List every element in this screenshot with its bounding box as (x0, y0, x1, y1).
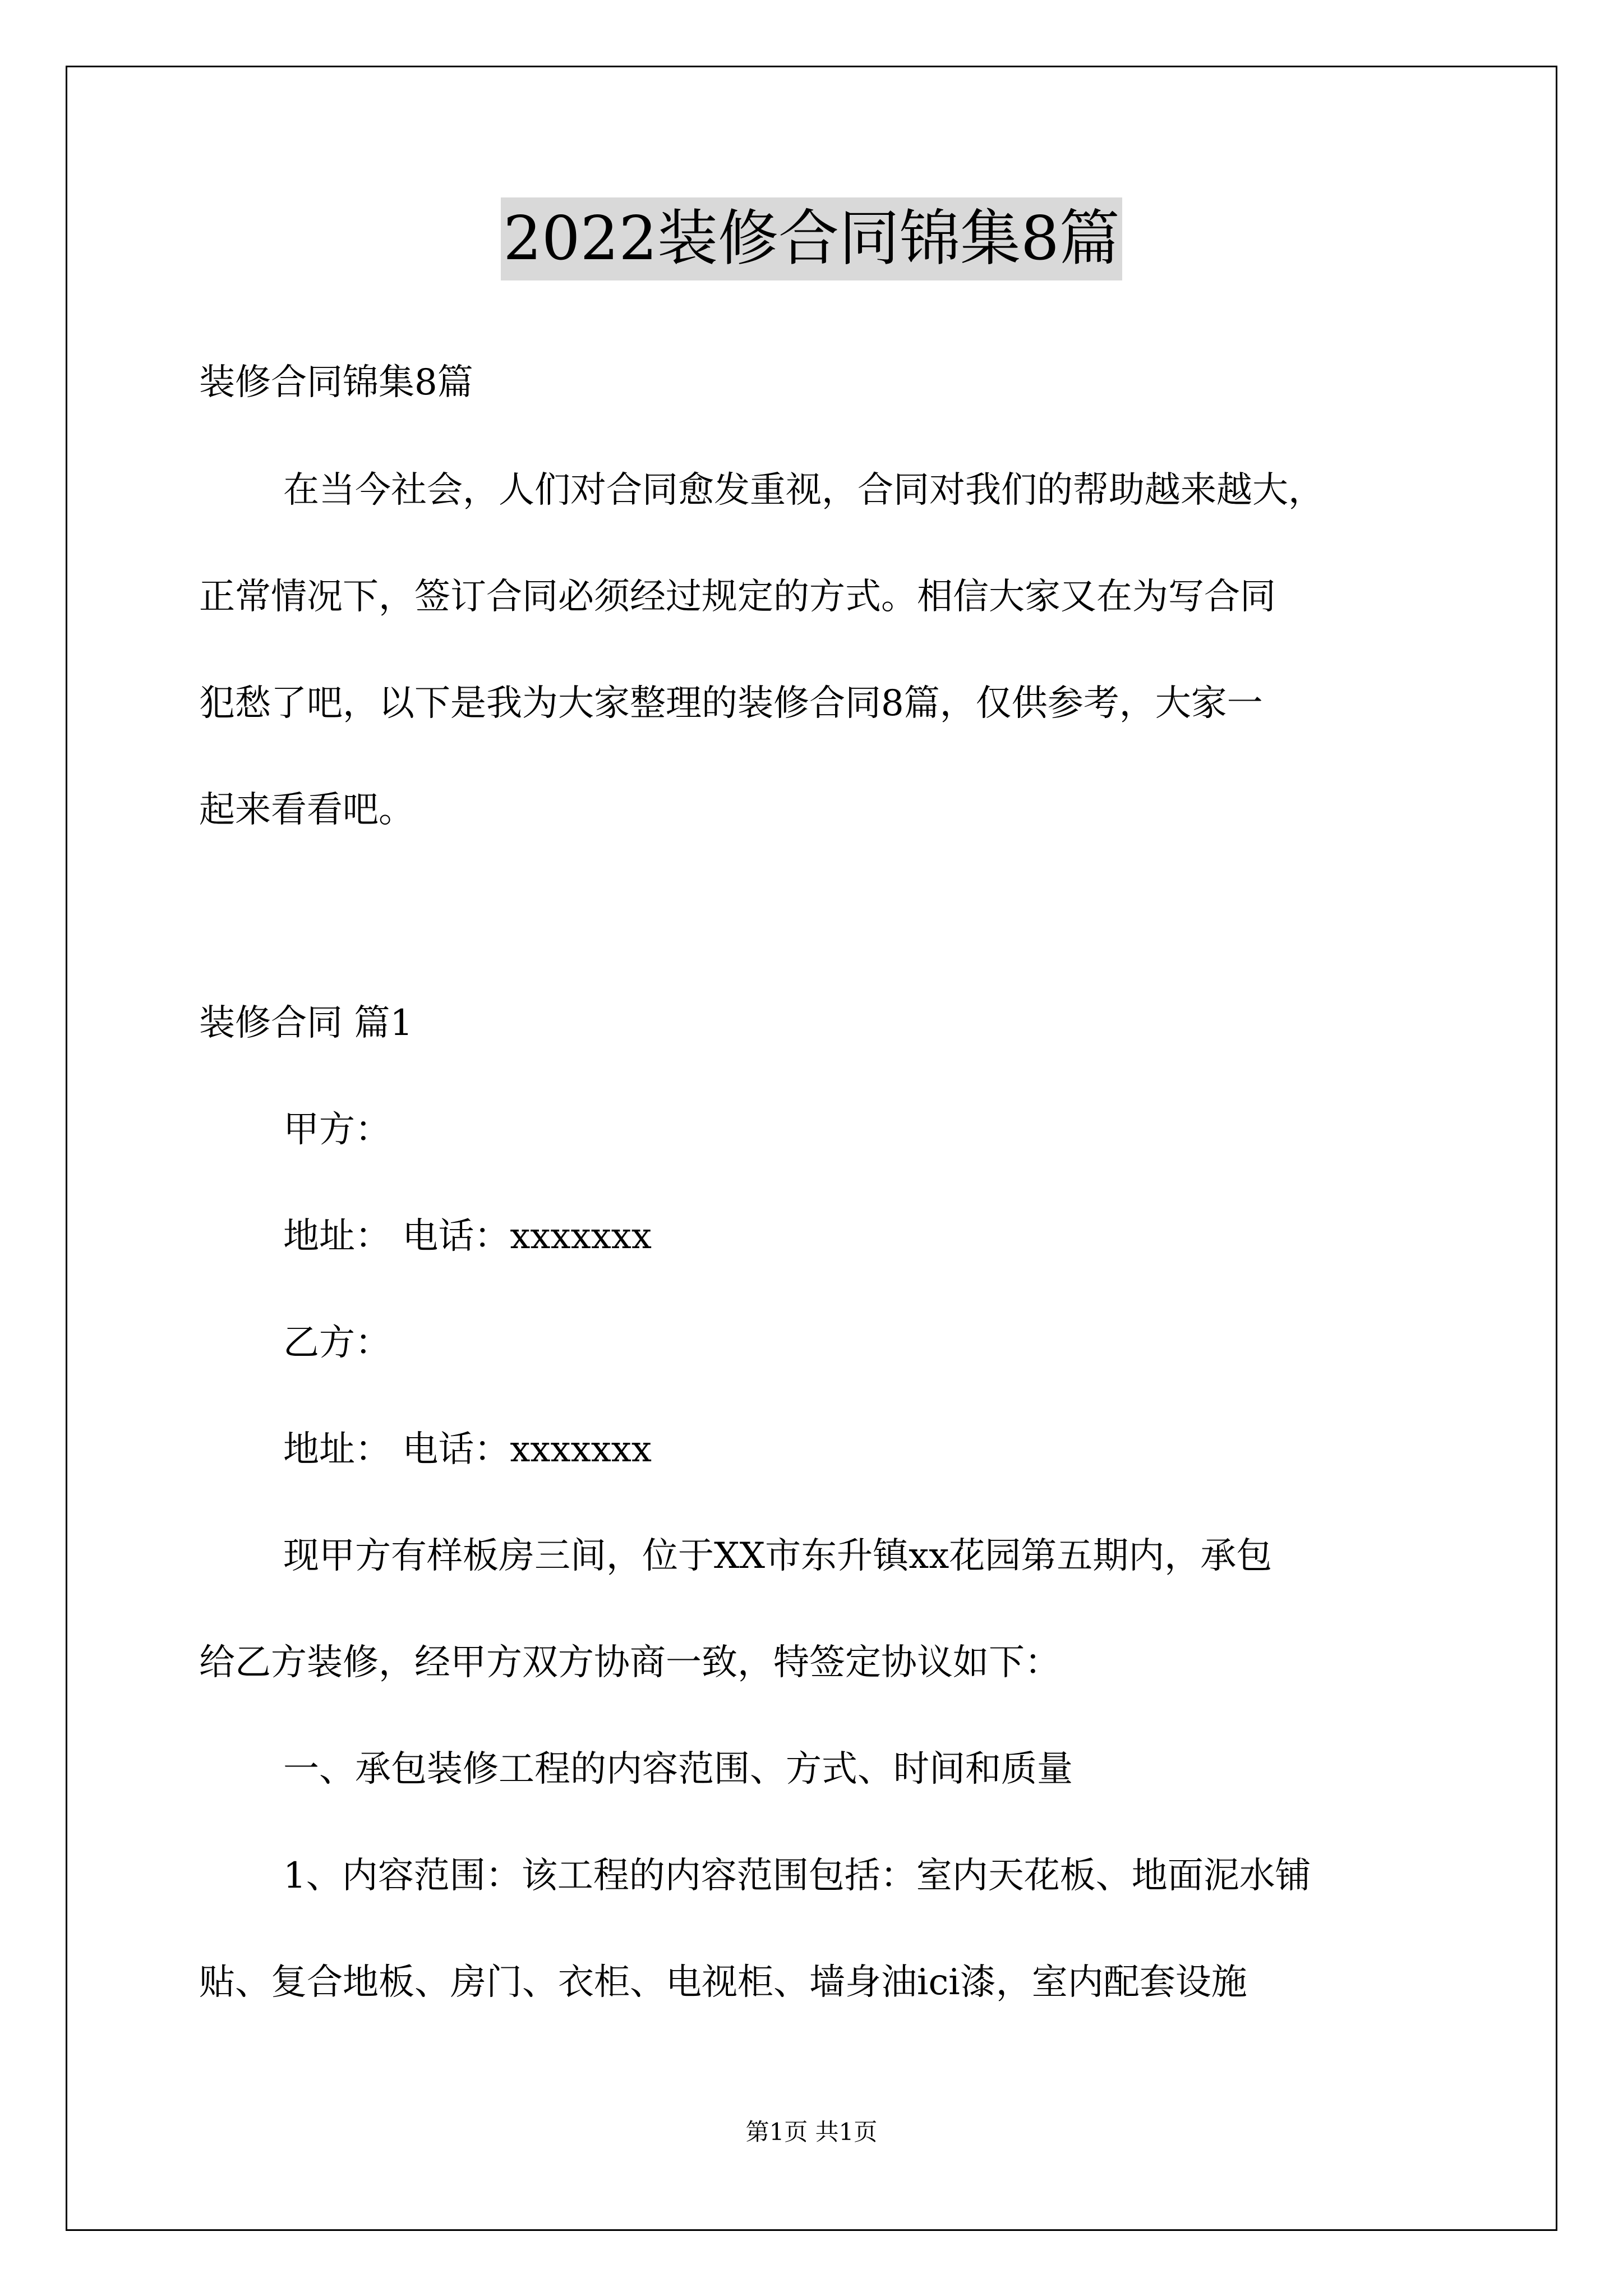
intro-line: 在当今社会，人们对合同愈发重视，合同对我们的帮助越来越大， (283, 470, 1324, 511)
page-footer: 第1页 共1页 (745, 2118, 878, 2146)
document-title: 2022装修合同锦集8篇 (501, 197, 1122, 280)
body-line: 给乙方装修，经甲方双方协商一致，特签定协议如下： (199, 1642, 1061, 1683)
section-heading: 装修合同 篇1 (199, 1002, 413, 1044)
intro-line: 正常情况下，签订合同必须经过规定的方式。相信大家又在为写合同 (199, 576, 1276, 618)
body-line: 一、承包装修工程的内容范围、方式、时间和质量 (283, 1749, 1073, 1790)
party-a-label: 甲方： (283, 1109, 391, 1151)
party-a-address: 地址： 电话：xxxxxxx (283, 1216, 652, 1257)
title-container (0, 197, 1623, 280)
party-b-label: 乙方： (283, 1322, 391, 1364)
subtitle: 装修合同锦集8篇 (199, 362, 473, 403)
intro-line: 犯愁了吧，以下是我为大家整理的装修合同8篇，仅供参考，大家一 (199, 683, 1263, 724)
party-b-address: 地址： 电话：xxxxxxx (283, 1429, 652, 1470)
body-line: 现甲方有样板房三间，位于XX市东升镇xx花园第五期内，承包 (283, 1535, 1272, 1577)
body-line: 贴、复合地板、房门、衣柜、电视柜、墙身油ici漆，室内配套设施 (199, 1962, 1247, 2003)
intro-line: 起来看看吧。 (199, 789, 414, 831)
body-line: 1、内容范围：该工程的内容范围包括：室内天花板、地面泥水铺 (283, 1855, 1311, 1897)
